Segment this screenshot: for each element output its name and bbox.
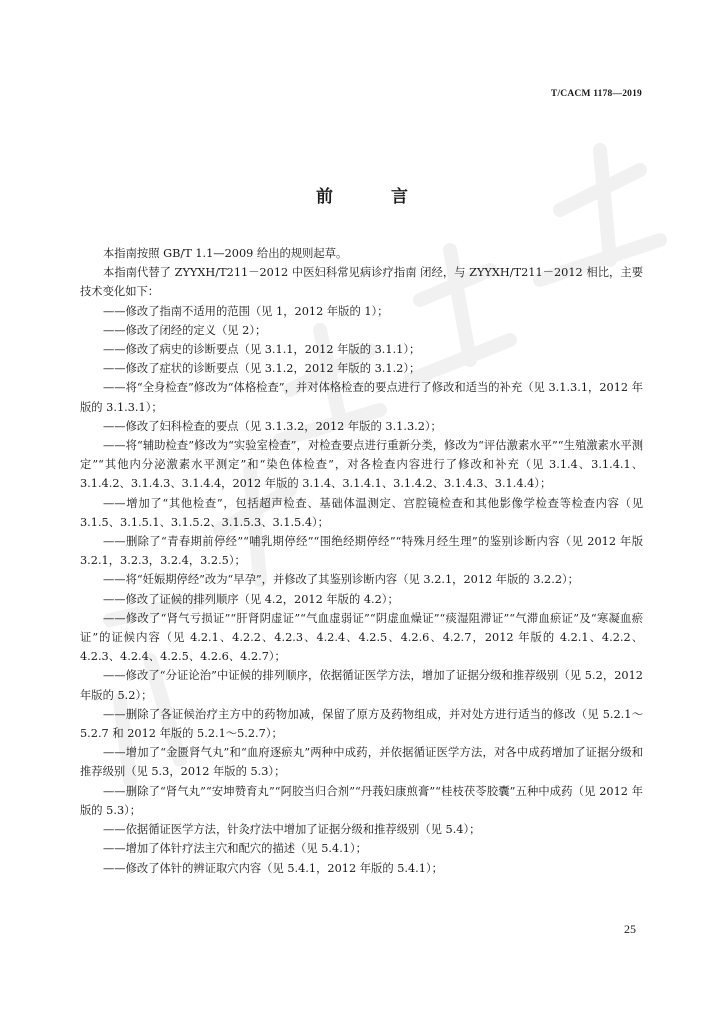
paragraph: 本指南代替了 ZYYXH/T211－2012 中医妇科常见病诊疗指南 闭经，与 ZYYXH/T211－2012 相比，主要技术变化如下： bbox=[80, 266, 643, 299]
list-item: ——修改了证候的排列顺序（见 4.2，2012 年版的 4.2）； bbox=[103, 592, 399, 606]
page-title: 前 言 bbox=[316, 187, 434, 208]
paragraph: 本指南按照 GB/T 1.1—2009 给出的规则起草。 bbox=[103, 247, 348, 260]
list-item: ——增加了“其他检查”，包括超声检查、基础体温测定、宫腔镜检查和其他影像学检查等检查内容（见 3.1.5、3.1.5.1、3.1.5.2、3.1.5.3、3.1.5.4）； bbox=[80, 496, 643, 529]
list-item: ——修改了指南不适用的范围（见 1，2012 年版的 1）； bbox=[103, 304, 389, 318]
list-item: ——增加了“金匮肾气丸”和“血府逐瘀丸”两种中成药，并依据循证医学方法，对各中成药增加了证据分级和推荐级别（见 5.3，2012 年版的 5.3）； bbox=[80, 746, 643, 779]
list-item: ——删除了各证候治疗主方中的药物加减，保留了原方及药物组成，并对处方进行适当的修改（见 5.2.1～5.2.7 和 2012 年版的 5.2.1～5.2.7）； bbox=[80, 707, 643, 741]
list-item: ——将“辅助检查”修改为“实验室检查”，对检查要点进行重新分类，修改为“评估激素水平”“生殖激素水平测定”“其他内分泌激素水平测定”和“染色体检查”，对各检查内容进行了修改和补充（见 3.1.4、3.1.4.1、3.1.4.2、3.1.4.3、3.1.4.4，2012 年版的 3.1.4、3.1.4.1、3.1.4.2、3.1.4.3、3.1.4.4）； bbox=[80, 439, 643, 491]
list-item: ——修改了“肾气亏损证”“肝肾阴虚证”“气血虚弱证”“阴虚血燥证”“痰湿阻滞证”“气滞血瘀证”及“寒凝血瘀证”的证候内容（见 4.2.1、4.2.2、4.2.3、4.2.4、4.2.5、4.2.6、4.2.7，2012 年版的 4.2.1、4.2.2、4.2.3、4.2.4、4.2.5、4.2.6、4.2.7）； bbox=[80, 611, 643, 664]
list-item: ——修改了体针的辨证取穴内容（见 5.4.1，2012 年版的 5.4.1）； bbox=[103, 861, 443, 875]
list-item: ——修改了“分证论治”中证候的排列顺序，依据循证医学方法，增加了证据分级和推荐级别（见 5.2，2012 年版的 5.2）； bbox=[80, 669, 643, 702]
list-item: ——将“全身检查”修改为“体格检查”，并对体格检查的要点进行了修改和适当的补充（见 3.1.3.1，2012 年版的 3.1.3.1）； bbox=[80, 381, 643, 414]
list-item: ——修改了妇科检查的要点（见 3.1.3.2，2012 年版的 3.1.3.2）； bbox=[103, 419, 442, 433]
list-item: ——删除了“青春期前停经”“哺乳期停经”“围绝经期停经”“特殊月经生理”的鉴别诊断内容（见 2012 年版 3.2.1，3.2.3，3.2.4，3.2.5）； bbox=[80, 535, 643, 568]
list-item: ——修改了病史的诊断要点（见 3.1.1，2012 年版的 3.1.1）； bbox=[103, 343, 421, 357]
list-item: ——增加了体针疗法主穴和配穴的描述（见 5.4.1）； bbox=[103, 842, 367, 856]
list-item: ——依据循证医学方法，针灸疗法中增加了证据分级和推荐级别（见 5.4）； bbox=[103, 823, 481, 837]
page-number: 25 bbox=[624, 922, 636, 936]
list-item: ——修改了症状的诊断要点（见 3.1.2，2012 年版的 3.1.2）； bbox=[103, 362, 421, 376]
standard-code: T/CACM 1178—2019 bbox=[550, 89, 642, 99]
foreword-body bbox=[80, 244, 643, 878]
list-item: ——修改了闭经的定义（见 2）； bbox=[103, 323, 267, 337]
list-item: ——将“妊娠期停经”改为“早孕”，并修改了其鉴别诊断内容（见 3.2.1，2012 年版的 3.2.2）； bbox=[103, 573, 579, 587]
list-item: ——删除了“肾气丸”“安坤赞育丸”“阿胶当归合剂”“丹莪妇康煎膏”“桂枝茯苓胶囊”五种中成药（见 2012 年版的 5.3）； bbox=[80, 784, 643, 817]
